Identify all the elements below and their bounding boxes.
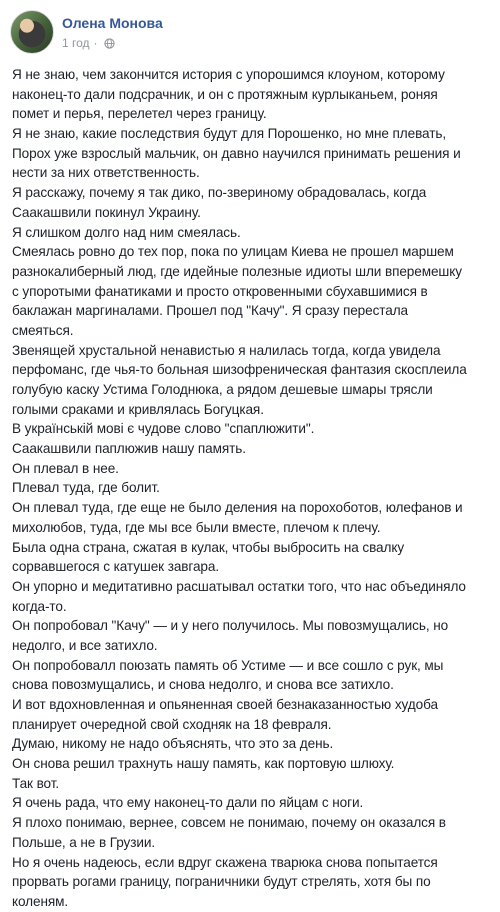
post-text-line: Он упорно и медитативно расшатывал остатки того, что нас объединяло [12,578,466,594]
meta-separator: · [93,36,98,50]
post-text-line: когда-то. [12,598,67,614]
post-text-line: Он плевал в нее. [12,460,119,476]
post-text-line: с упоротыми фанатиками и просто откровенными сбухавшимися в [12,283,428,299]
globe-icon[interactable] [104,38,115,49]
post-text-line: перфоманс, где чья-то больная шизофреническая фантазия скосплеила [12,362,467,378]
post-text-line: Он попробовалл поюзать память об Устиме — и все сошло с рук, мы [12,657,444,673]
post-text-line: Я не знаю, какие последствия будут для Порошенко, но мне плевать, [12,126,446,142]
post-text-line: прорвать рогами границу, пограничники будут стрелять, хотя бы по [12,874,431,890]
post-text-line: Звенящей хрустальной ненавистью я налилась тогда, когда увидела [12,342,441,358]
post-text-line: наконец-то дали подсрачник, и он с протяжным курлыканьем, роняя [12,86,438,102]
post-text-line: Саакашвили паплюжив нашу память. [12,441,246,457]
post-text-line: смеяться. [12,322,74,338]
post-text-line: Была одна страна, сжатая в кулак, чтобы выбросить на свалку [12,539,405,555]
post-text-line: разнокалиберный люд, где идейные полезные идиоты шли вперемешку [12,263,462,279]
post-text-line: Он попробовал "Качу" — и у него получилось. Мы повозмущались, но [12,618,449,634]
post-text-line: Так вот. [12,775,60,791]
post-text-line: недолго, и все затихло. [12,637,158,653]
post-text-line: В українській мові є чудове слово "спаплюжити". [12,421,315,437]
post-text-line: голыми сраками и кривлялась Богуцкая. [12,401,264,417]
author-name[interactable]: Олена Монова [62,15,163,31]
post-text-line: И вот вдохновленная и опьяненная своей безнаказанностью худоба [12,697,438,712]
post-text-line: нести за них ответственность. [12,165,200,181]
post-body [12,65,488,912]
post-text-line: Он снова решил трахнуть нашу память, как портовую шлюху. [12,756,395,772]
post-text-line: Смеялась ровно до тех пор, пока по улицам Киева не прошел маршем [12,244,454,260]
post-text-line: Я плохо понимаю, вернее, совсем не понимаю, почему он оказался в [12,815,446,831]
author-avatar[interactable] [10,10,54,54]
post-text-line: Я расскажу, почему я так дико, по-звериному обрадовалась, когда [12,185,427,201]
post-timestamp[interactable]: 1 год [62,36,90,50]
post-text-line: Думаю, никому не надо объяснять, что это за день. [12,736,334,752]
post-meta [62,35,115,51]
post-text-line: сорвавшегося с катушек завгара. [12,559,220,575]
post-text-line: Порох уже взрослый мальчик, он давно научился принимать решения и [12,145,461,161]
post-text-line: коленям. [12,893,69,909]
post-text-line: Он плевал туда, где еще не было деления на порохоботов, юлефанов и [12,500,463,516]
post-text-line: планирует очередной свой сходняк на 18 февраля. [12,716,332,732]
post-header [10,10,490,54]
post-text-line: Но я очень надеюсь, если вдруг скажена тварюка снова попытается [12,854,438,870]
post-text-line: Я слишком долго над ним смеялась. [12,224,241,240]
post-text-line: Я очень рада, что ему наконец-то дали по яйцам с ноги. [12,795,364,811]
post-text-line: Я не знаю, чем закончится история с упорошимся клоуном, которому [12,67,445,82]
post-text-line: помет и перья, перелетел через границу. [12,106,267,122]
post-text-line: снова повозмущались, и снова недолго, и снова все затихло. [12,677,394,693]
post-text-line: голубую каску Устима Голоднюка, а рядом дешевые шмары трясли [12,382,433,397]
post-text-line: Польше, а не в Грузии. [12,834,156,850]
post-text-line: Саакашвили покинул Украину. [12,204,201,220]
post-text-line: баклажан маргиналами. Прошел под "Качу". Я сразу перестала [12,303,409,319]
post-text-line: михолюбов, туда, где мы все были вместе, плечом к плечу. [12,519,381,535]
post-text-line: Плевал туда, где болит. [12,480,160,496]
